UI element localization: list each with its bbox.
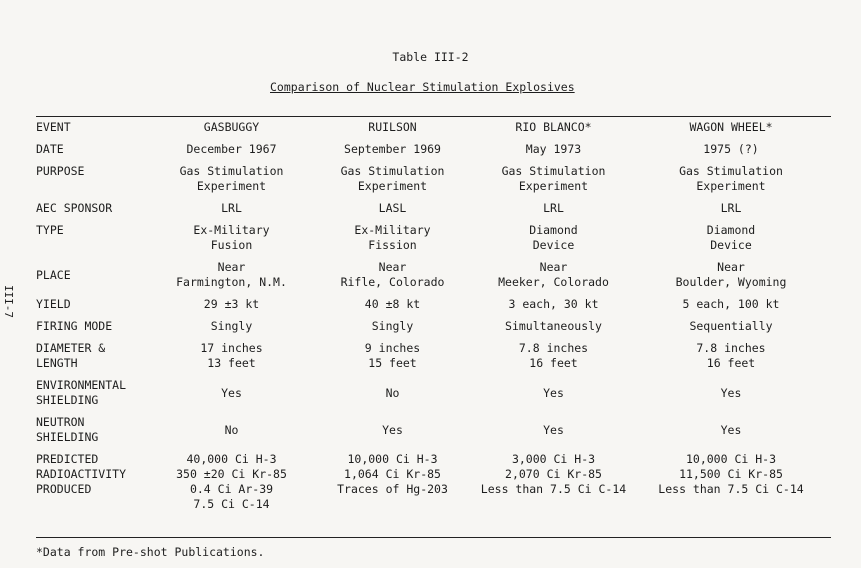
cell: Gas Stimulation Experiment: [679, 164, 783, 193]
cell: Gas Stimulation Experiment: [501, 164, 606, 193]
cell: Near Boulder, Wyoming: [675, 260, 787, 289]
cell: Yes: [382, 422, 403, 437]
cell: Ex-Military Fission: [354, 223, 431, 252]
cell: LRL: [543, 201, 564, 215]
table-row: [36, 223, 831, 260]
cell: LRL: [720, 201, 742, 215]
cell: Yes: [543, 422, 564, 437]
cell: Diamond Device: [706, 223, 756, 252]
cell: September 1969: [344, 142, 441, 156]
cell: Yes: [543, 385, 564, 400]
top-rule: [36, 116, 831, 117]
row-label: TYPE: [36, 223, 64, 237]
cell: 1975 (?): [703, 142, 759, 156]
cell: 3 each, 30 kt: [508, 297, 599, 311]
cell: Singly: [210, 319, 253, 333]
cell: No: [224, 422, 239, 437]
cell: Near Rifle, Colorado: [340, 260, 445, 289]
cell: RIO BLANCO*: [515, 120, 592, 134]
cell: RUILSON: [368, 120, 417, 134]
cell: GASBUGGY: [203, 120, 260, 134]
table-row: [36, 319, 831, 341]
row-label: NEUTRON SHIELDING: [36, 415, 99, 444]
cell: 5 each, 100 kt: [682, 297, 780, 311]
row-label: DATE: [36, 142, 64, 156]
table-row: [36, 452, 831, 512]
table-row: [36, 164, 831, 201]
table-row: [36, 297, 831, 319]
cell: 29 ±3 kt: [203, 297, 260, 311]
cell: Sequentially: [689, 319, 773, 333]
row-label: DIAMETER & LENGTH: [36, 341, 106, 370]
cell: 9 inches 15 feet: [364, 341, 421, 370]
row-label: PURPOSE: [36, 164, 85, 178]
cell: 10,000 Ci H-3 1,064 Ci Kr-85 Traces of Hg-203: [337, 452, 448, 496]
table-subtitle: Comparison of Nuclear Stimulation Explosives: [270, 80, 575, 94]
row-label: PREDICTED RADIOACTIVITY PRODUCED: [36, 452, 127, 496]
table-row: [36, 142, 831, 164]
row-label: ENVIRONMENTAL SHIELDING: [36, 378, 127, 407]
cell: Diamond Device: [529, 223, 578, 252]
cell: No: [385, 385, 400, 400]
cell: 3,000 Ci H-3 2,070 Ci Kr-85 Less than 7.5 Ci C-14: [480, 452, 627, 496]
cell: 40 ±8 kt: [364, 297, 421, 311]
table-title: Table III-2: [392, 50, 469, 64]
cell: Yes: [720, 385, 742, 400]
row-label: FIRING MODE: [36, 319, 113, 333]
cell: Yes: [221, 385, 242, 400]
cell: 7.8 inches 16 feet: [518, 341, 589, 370]
cell: Gas Stimulation Experiment: [179, 164, 284, 193]
cell: WAGON WHEEL*: [689, 120, 773, 134]
table-row: [36, 120, 831, 142]
cell: Near Meeker, Colorado: [498, 260, 609, 289]
row-label: AEC SPONSOR: [36, 201, 113, 215]
cell: 17 inches 13 feet: [200, 341, 263, 370]
cell: Ex-Military Fusion: [193, 223, 270, 252]
table-row: [36, 341, 831, 378]
table-row: [36, 378, 831, 415]
cell: 10,000 Ci H-3 11,500 Ci Kr-85 Less than 7.5 Ci C-14: [658, 452, 804, 496]
cell: December 1967: [186, 142, 277, 156]
row-label: YIELD: [36, 297, 71, 311]
table-row: [36, 415, 831, 452]
table-row: [36, 260, 831, 297]
cell: May 1973: [525, 142, 582, 156]
cell: Simultaneously: [505, 319, 602, 333]
row-label: EVENT: [36, 120, 71, 134]
cell: Singly: [371, 319, 414, 333]
bottom-rule: [36, 537, 831, 538]
cell: 40,000 Ci H-3 350 ±20 Ci Kr-85 0.4 Ci Ar-39 7.5 Ci C-14: [176, 452, 287, 511]
cell: LASL: [378, 201, 407, 215]
table-row: [36, 201, 831, 223]
comparison-table: [36, 120, 831, 512]
cell: LRL: [221, 201, 242, 215]
page-number-side: III-7: [2, 284, 16, 319]
footnote: *Data from Pre-shot Publications.: [36, 545, 265, 559]
cell: Near Farmington, N.M.: [176, 260, 287, 289]
row-label: PLACE: [36, 267, 71, 282]
cell: 7.8 inches 16 feet: [696, 341, 766, 370]
cell: Gas Stimulation Experiment: [340, 164, 445, 193]
cell: Yes: [720, 422, 742, 437]
